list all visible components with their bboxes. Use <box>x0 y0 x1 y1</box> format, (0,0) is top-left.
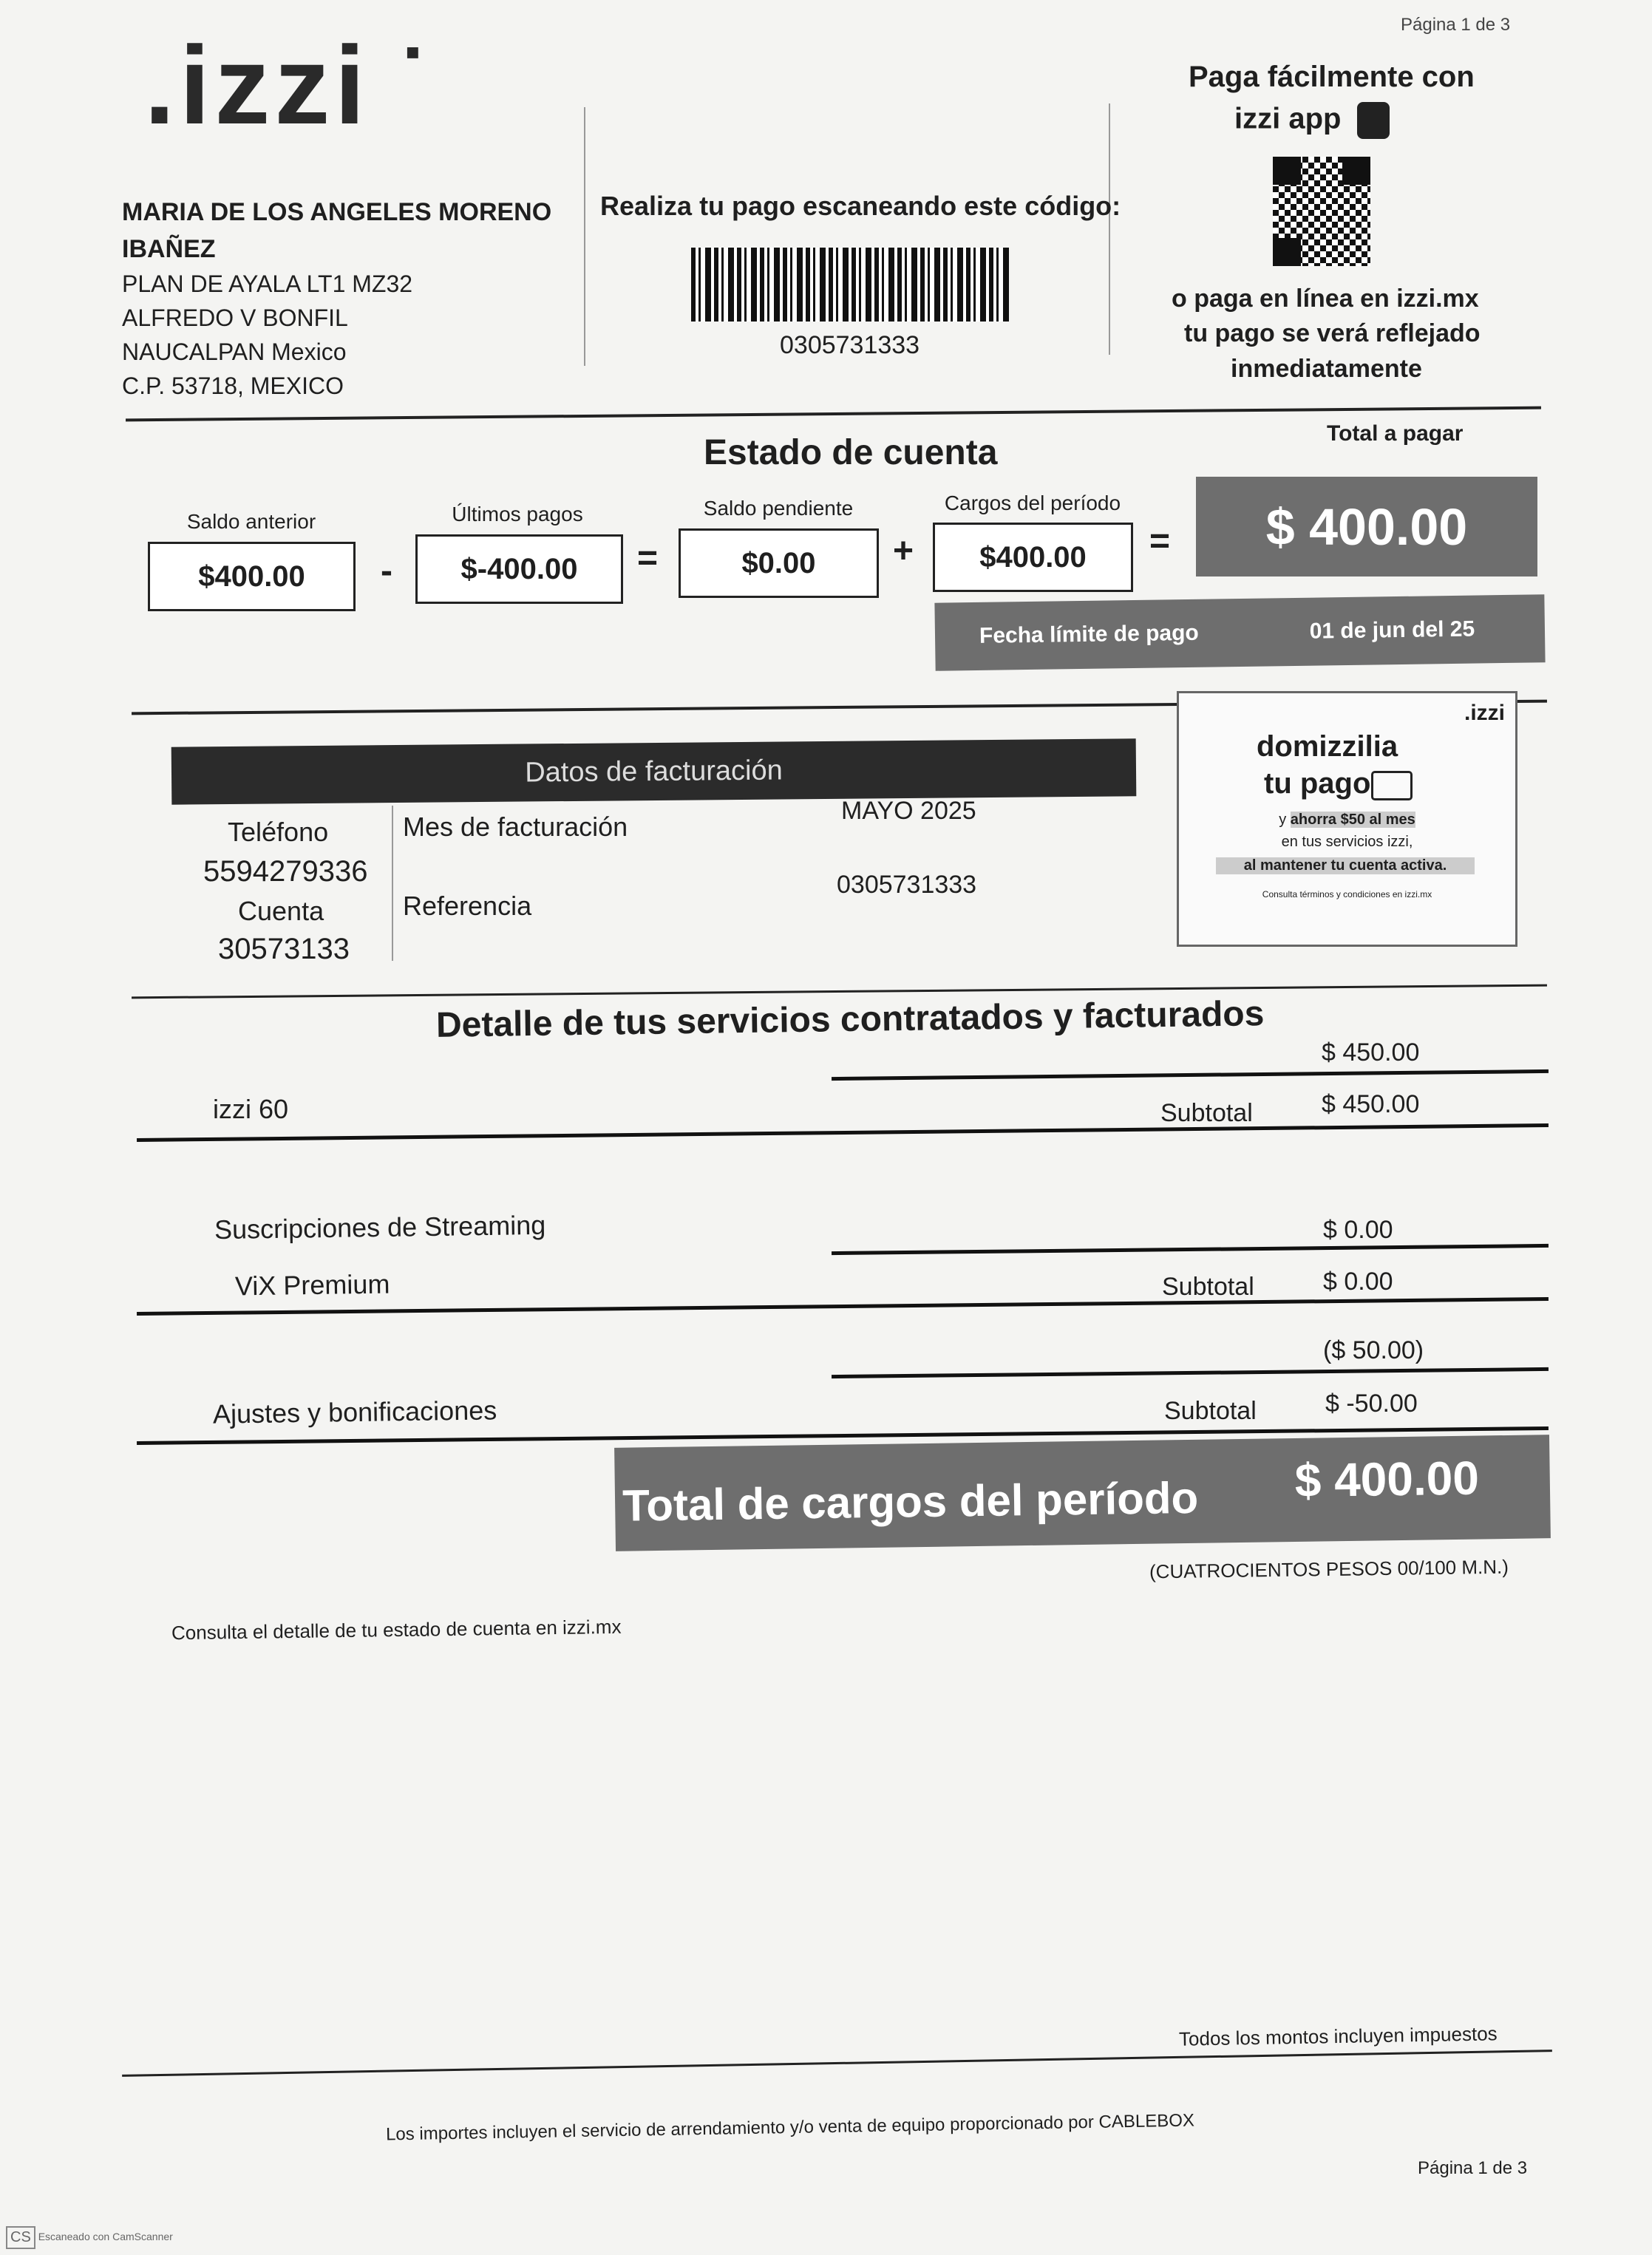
due-date-label: Fecha límite de pago <box>979 620 1199 648</box>
customer-address-4: C.P. 53718, MEXICO <box>122 373 344 399</box>
billing-header-text: Datos de facturación <box>525 754 783 789</box>
app-name: izzi app <box>1234 102 1342 135</box>
promo-logo: .izzi <box>1464 701 1505 725</box>
saldo-pendiente-label: Saldo pendiente <box>703 497 854 520</box>
customer-name-1: MARIA DE LOS ANGELES MORENO <box>122 198 552 226</box>
promo-line4: Consulta términos y condiciones en izzi.mx <box>1262 889 1432 899</box>
section1-rule-top <box>832 1069 1549 1081</box>
section2-subtotal-label: Subtotal <box>1162 1273 1254 1301</box>
promo-line1b: ahorra $50 al mes <box>1290 812 1415 828</box>
promo-title2: tu pago <box>1264 767 1371 800</box>
app-online-1: o paga en línea en izzi.mx <box>1172 285 1479 313</box>
barcode-number: 0305731333 <box>780 331 920 359</box>
section1-name: izzi 60 <box>213 1094 289 1124</box>
section2-subtotal: $ 0.00 <box>1323 1268 1393 1296</box>
section3-amount: ($ 50.00) <box>1323 1336 1424 1364</box>
mes-label: Mes de facturación <box>403 812 628 842</box>
rule-4 <box>122 2050 1552 2077</box>
ultimos-pagos-value: $-400.00 <box>415 534 623 604</box>
divider-right <box>1109 103 1110 355</box>
rule-1 <box>126 407 1541 422</box>
rule-3 <box>132 984 1547 999</box>
section2-amount: $ 0.00 <box>1323 1216 1393 1244</box>
section3-rule-top <box>832 1367 1549 1378</box>
op-equals-2: = <box>1149 522 1171 561</box>
section1-rule-bottom <box>137 1123 1549 1142</box>
total-cargos-bar <box>614 1435 1551 1551</box>
referencia-label: Referencia <box>403 891 532 921</box>
section2-name: Suscripciones de Streaming <box>214 1209 546 1245</box>
saldo-anterior-value: $400.00 <box>148 542 356 611</box>
cuenta-value: 30573133 <box>218 933 350 965</box>
izzi-logo: .izzi ▪ <box>144 23 425 147</box>
cargos-periodo-value: $400.00 <box>933 523 1133 592</box>
total-cargos-label: Total de cargos del período <box>622 1472 1199 1531</box>
op-minus: - <box>381 551 392 591</box>
customer-address-3: NAUCALPAN Mexico <box>122 339 347 365</box>
page-number-top: Página 1 de 3 <box>1401 15 1511 35</box>
total-a-pagar-value: $ 400.00 <box>1196 477 1537 576</box>
referencia-value: 0305731333 <box>837 871 977 899</box>
card-wifi-icon <box>1371 771 1413 800</box>
cuenta-label: Cuenta <box>238 896 324 926</box>
section1-subtotal: $ 450.00 <box>1322 1090 1420 1118</box>
divider-left <box>584 107 585 366</box>
op-plus: + <box>893 531 914 571</box>
app-line1: Paga fácilmente con <box>1189 61 1475 93</box>
customer-address-2: ALFREDO V BONFIL <box>122 305 348 331</box>
ultimos-pagos-label: Últimos pagos <box>452 503 583 526</box>
barcode <box>691 248 1009 322</box>
promo-card[interactable] <box>1177 691 1517 947</box>
app-icon <box>1357 102 1390 139</box>
section1-amount: $ 450.00 <box>1322 1038 1420 1067</box>
customer-address-1: PLAN DE AYALA LT1 MZ32 <box>122 271 413 297</box>
telefono-value: 5594279336 <box>203 855 368 888</box>
section2-item: ViX Premium <box>234 1268 390 1302</box>
billing-divider <box>392 806 393 961</box>
section3-subtotal-label: Subtotal <box>1164 1397 1257 1425</box>
scanner-watermark <box>6 2226 173 2249</box>
app-line2 <box>1234 102 1390 139</box>
mes-value: MAYO 2025 <box>841 797 976 825</box>
cargos-periodo-label: Cargos del período <box>944 492 1121 514</box>
impuestos-text: Todos los montos incluyen impuestos <box>1178 2022 1498 2050</box>
qr-code-icon <box>1273 157 1370 266</box>
promo-line1 <box>1179 812 1515 829</box>
saldo-pendiente-value: $0.00 <box>679 528 879 598</box>
barcode-heading: Realiza tu pago escaneando este código: <box>600 191 1121 221</box>
importes-text: Los importes incluyen el servicio de arrendamiento y/o venta de equipo proporcionado por CABLEBOX <box>385 2110 1195 2145</box>
total-cargos-value: $ 400.00 <box>1294 1451 1480 1507</box>
promo-line3: al mantener tu cuenta activa. <box>1216 857 1475 874</box>
page-number-bottom: Página 1 de 3 <box>1418 2158 1528 2178</box>
scanner-text: Escaneado con CamScanner <box>38 2231 173 2243</box>
detail-title: Detalle de tus servicios contratados y facturados <box>435 994 1265 1045</box>
consulta-text: Consulta el detalle de tu estado de cuenta en izzi.mx <box>171 1615 622 1645</box>
promo-line2: en tus servicios izzi, <box>1281 834 1413 850</box>
statement-title: Estado de cuenta <box>704 433 998 472</box>
section1-subtotal-label: Subtotal <box>1160 1099 1253 1127</box>
scanner-badge: CS <box>6 2226 35 2249</box>
saldo-anterior-label: Saldo anterior <box>186 510 316 533</box>
due-date-bar <box>934 594 1545 671</box>
total-label: Total a pagar <box>1327 421 1464 446</box>
promo-line1a: y <box>1279 812 1291 828</box>
op-equals-1: = <box>637 539 659 578</box>
section3-subtotal: $ -50.00 <box>1325 1390 1418 1418</box>
app-online-2: tu pago se verá reflejado <box>1184 319 1481 347</box>
section2-rule-top <box>832 1244 1549 1255</box>
billing-header <box>171 738 1137 804</box>
telefono-label: Teléfono <box>228 817 329 847</box>
total-words: (CUATROCIENTOS PESOS 00/100 M.N.) <box>1149 1555 1509 1583</box>
promo-title1: domizzilia <box>1257 730 1398 763</box>
logo-text: .izzi <box>144 23 370 147</box>
due-date-value: 01 de jun del 25 <box>1309 616 1475 644</box>
section3-name: Ajustes y bonificaciones <box>212 1395 497 1429</box>
customer-name-2: IBAÑEZ <box>122 235 216 263</box>
app-online-3: inmediatamente <box>1231 355 1422 383</box>
